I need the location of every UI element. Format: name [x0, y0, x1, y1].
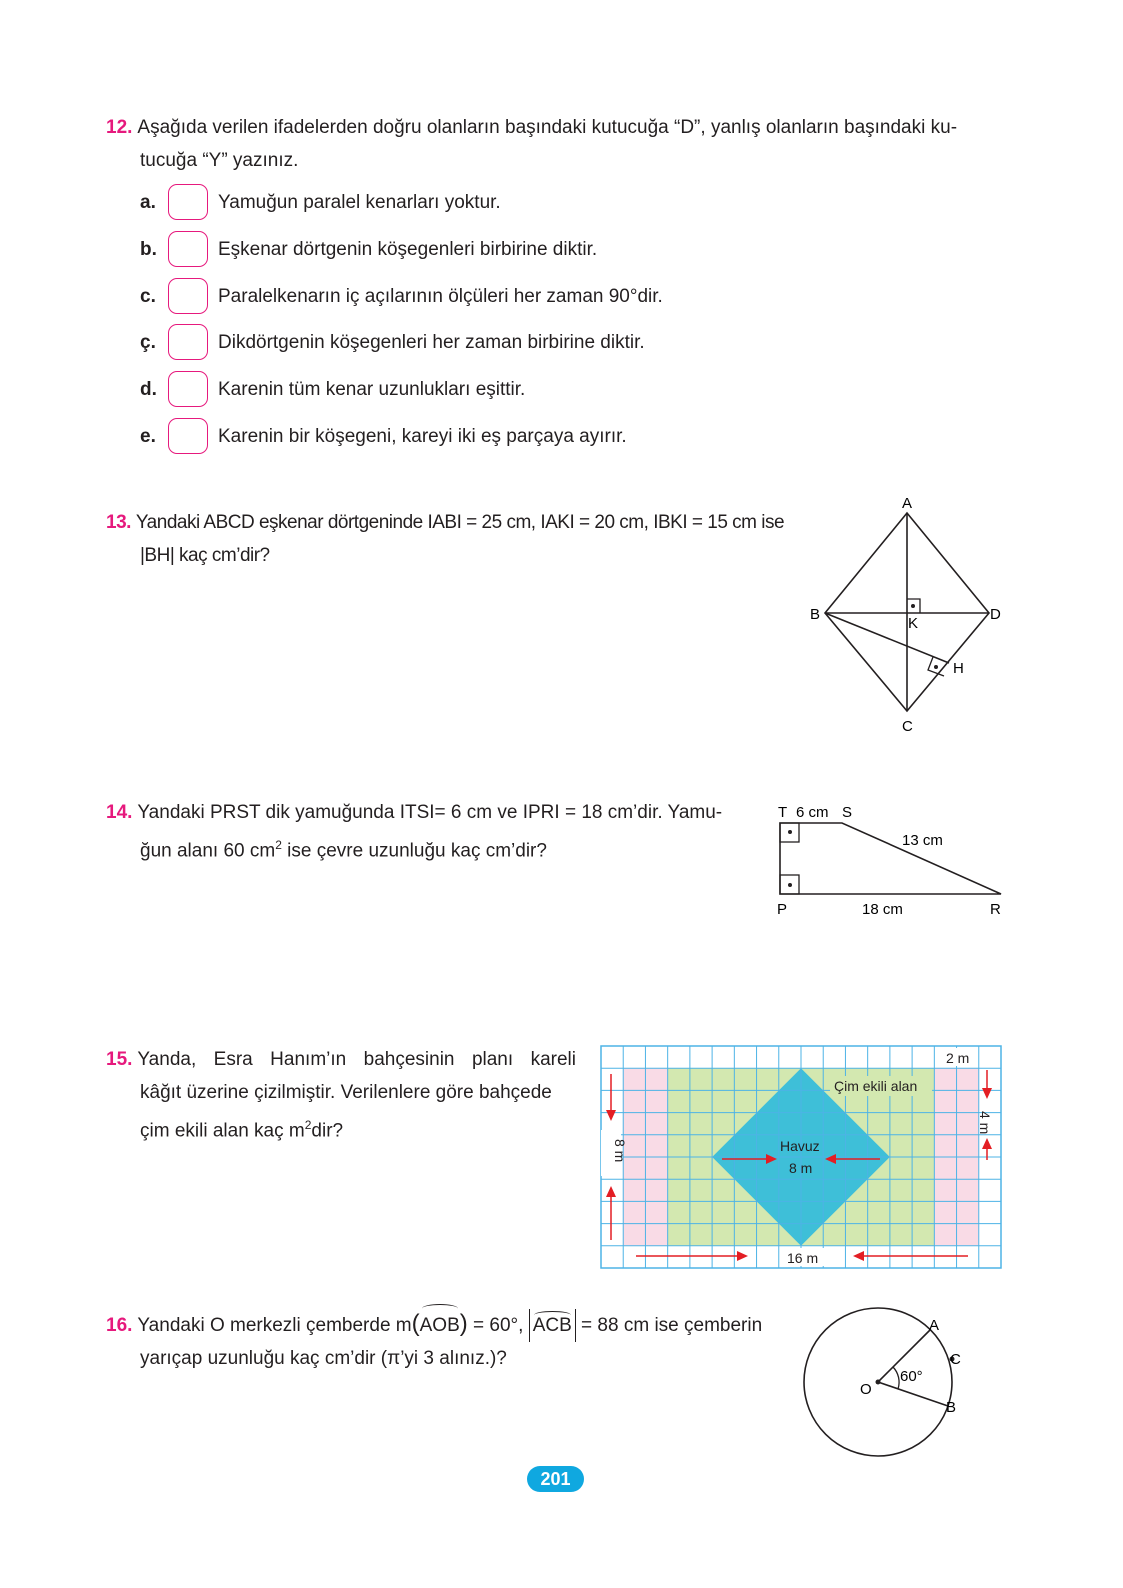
q16-arc: ACB	[532, 1315, 572, 1336]
q16-line2: yarıçap uzunluğu kaç cm’dir (π’yi 3 alınız.)?	[140, 1348, 507, 1369]
rhombus-diagram	[790, 490, 1030, 740]
label-d: D	[990, 606, 1001, 623]
q16-number: 16.	[106, 1315, 133, 1336]
q16-prompt: 16. Yandaki O merkezli çemberde m( AOB) = 60°, ACB = 88 cm ise çemberin yarıçap uzunluğu kaç cm’dir (π’yi 3 alınız.)?	[106, 1303, 796, 1375]
option-letter: ç.	[140, 332, 156, 353]
label-a: A	[902, 495, 913, 512]
label-p: P	[777, 901, 788, 918]
q13-line2: |BH| kaç cm’dir?	[140, 545, 270, 566]
q13-line1: Yandaki ABCD eşkenar dörtgeninde IABI = 25 cm, IAKI = 20 cm, IBKI = 15 cm ise	[135, 512, 785, 533]
option-letter: d.	[140, 379, 157, 400]
label-h: H	[953, 660, 964, 677]
label-top-length: 6 cm	[796, 804, 829, 821]
label-grass-area: Çim ekili alan	[834, 1078, 918, 1094]
q15-line3b: dir?	[311, 1120, 344, 1142]
label-c: C	[950, 1351, 961, 1368]
q16-post: = 88 cm ise çemberin	[575, 1315, 763, 1336]
q12-line2: tucuğa “Y” yazınız.	[140, 150, 299, 171]
label-angle: 60°	[900, 1368, 923, 1385]
option-text: Karenin tüm kenar uzunlukları eşittir.	[218, 379, 526, 400]
label-t: T	[778, 804, 788, 821]
option-text: Paralelkenarın iç açılarının ölçüleri her zaman 90°dir.	[218, 286, 663, 307]
answer-box[interactable]	[168, 418, 208, 454]
q16-pre: Yandaki O merkezli çemberde m	[137, 1315, 412, 1336]
label-sixteen-m: 16 m	[787, 1250, 819, 1266]
option-text: Yamuğun paralel kenarları yoktur.	[218, 192, 501, 213]
label-four-m: 4 m	[977, 1111, 993, 1135]
label-b: B	[810, 606, 821, 623]
circle-diagram	[795, 1305, 985, 1465]
label-r: R	[990, 901, 1001, 918]
label-eight-m-side: 8 m	[612, 1139, 628, 1163]
q12-prompt	[106, 111, 1006, 177]
option-letter: c.	[140, 286, 156, 307]
q12-line1: Aşağıda verilen ifadelerden doğru olanların başındaki kutucuğa “D”, yanlış olanların başındaki ku-	[137, 117, 958, 138]
label-pool-width: 8 m	[789, 1160, 813, 1176]
q15-line3a: çim ekili alan kaç m	[140, 1120, 305, 1142]
page-number: 201	[527, 1466, 584, 1492]
answer-box[interactable]	[168, 231, 208, 267]
label-s: S	[842, 804, 853, 821]
q14-prompt	[106, 796, 766, 867]
label-bottom-length: 18 cm	[862, 901, 903, 918]
q15-number: 15.	[106, 1049, 133, 1070]
answer-box[interactable]	[168, 278, 208, 314]
answer-box[interactable]	[168, 184, 208, 220]
q13-number: 13.	[106, 512, 131, 533]
garden-plan-diagram	[595, 1040, 1007, 1272]
option-text: Eşkenar dörtgenin köşegenleri birbirine diktir.	[218, 239, 598, 260]
label-a: A	[929, 1317, 940, 1334]
q13-prompt	[106, 506, 826, 572]
answer-box[interactable]	[168, 371, 208, 407]
q14-sup: 2	[275, 838, 282, 852]
label-slant-length: 13 cm	[902, 832, 943, 849]
q16-mid: = 60°,	[467, 1315, 529, 1336]
q14-number: 14.	[106, 802, 133, 823]
label-two-m: 2 m	[946, 1050, 970, 1066]
q15-sup: 2	[304, 1118, 312, 1132]
q14-line2a: ğun alanı 60 cm	[140, 840, 276, 862]
option-letter: a.	[140, 192, 156, 213]
trapezoid-diagram	[770, 798, 1010, 923]
q12-number: 12.	[106, 117, 133, 138]
option-text: Karenin bir köşegeni, kareyi iki eş parçaya ayırır.	[218, 426, 627, 447]
q15-prompt	[106, 1043, 576, 1147]
label-b: B	[946, 1399, 957, 1416]
label-o: O	[860, 1381, 872, 1398]
label-pool: Havuz	[780, 1138, 820, 1154]
q16-angle: AOB	[419, 1315, 460, 1336]
option-text: Dikdörtgenin köşegenleri her zaman birbirine diktir.	[218, 332, 645, 353]
q14-line1: Yandaki PRST dik yamuğunda ITSI= 6 cm ve IPRI = 18 cm’dir. Yamu-	[137, 802, 723, 823]
option-letter: e.	[140, 426, 156, 447]
q14-line2b: ise çevre uzunluğu kaç cm’dir?	[281, 840, 547, 862]
label-k: K	[908, 615, 919, 632]
q15-line1: Yanda, Esra Hanım’ın bahçesinin planı kareli	[137, 1049, 576, 1070]
option-letter: b.	[140, 239, 157, 260]
q15-line2: kâğıt üzerine çizilmiştir. Verilenlere göre bahçede	[140, 1082, 552, 1103]
label-c: C	[902, 718, 913, 735]
answer-box[interactable]	[168, 324, 208, 360]
